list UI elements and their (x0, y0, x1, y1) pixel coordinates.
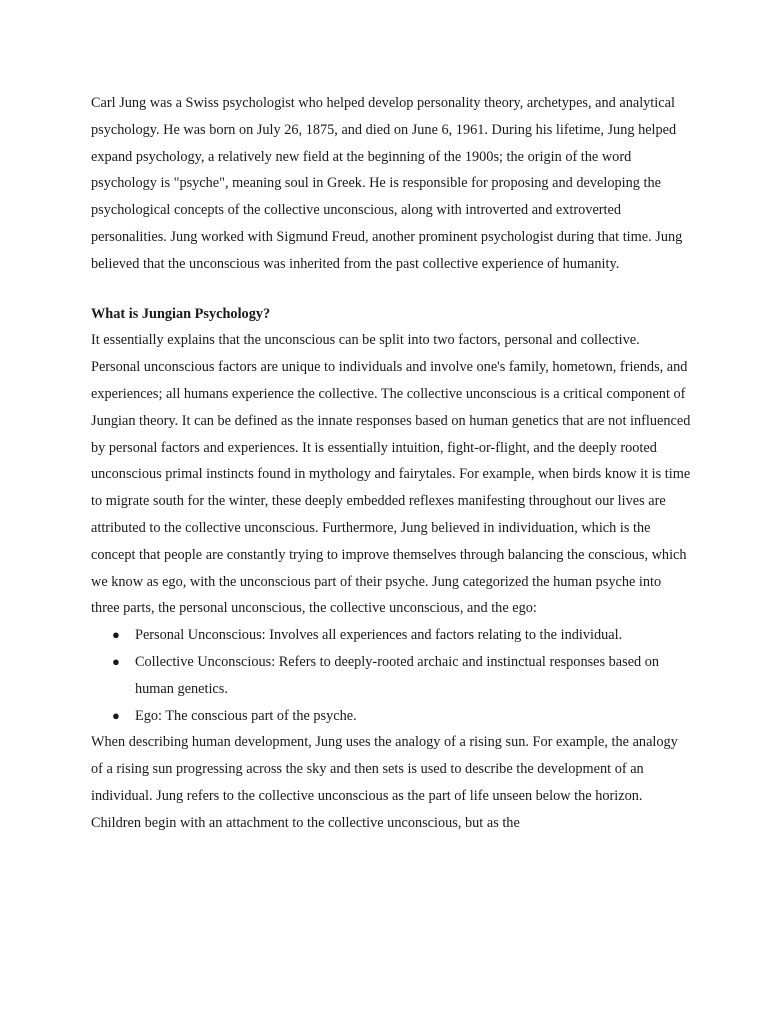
list-item (112, 703, 691, 730)
list-item (112, 649, 691, 703)
list-item (112, 622, 691, 649)
closing-paragraph: When describing human development, Jung uses the analogy of a rising sun. For example, the analogy of a rising sun progressing across the sky and then sets is used to describe the development of an individual. Jung refers to the collective unconscious as the part of life unseen below the horizon. Children begin with an attachment to the collective unconscious, but as the (91, 734, 678, 831)
intro-paragraph: Carl Jung was a Swiss psychologist who helped develop personality theory, archetypes, and analytical psychology. He was born on July 26, 1875, and died on June 6, 1961. During his lifetime, Jung helped expand psychology, a relatively new field at the beginning of the 1900s; the origin of the word psychology is "psyche", meaning soul in Greek. He is responsible for proposing and developing the psychological concepts of the collective unconscious, along with introverted and extroverted personalities. Jung worked with Sigmund Freud, another prominent psychologist during that time. Jung believed that the unconscious was inherited from the past collective experience of humanity. (91, 95, 683, 272)
list-item-text: Personal Unconscious: Involves all experiences and factors relating to the individual. (135, 627, 623, 644)
body-paragraph: It essentially explains that the unconscious can be split into two factors, personal and collective. Personal unconscious factors are unique to individuals and involve one's family, hometown, friends, and experiences; all humans experience the collective. The collective unconscious is a critical component of Jungian theory. It can be defined as the innate responses based on human genetics that are not influenced by personal factors and experiences. It is essentially intuition, fight-or-flight, and the deeply rooted unconscious primal instincts found in mythology and fairytales. For example, when birds know it is time to migrate south for the winter, these deeply embedded reflexes manifesting throughout our lives are attributed to the collective unconscious. Furthermore, Jung believed in individuation, which is the concept that people are constantly trying to improve themselves through balancing the conscious, which we know as ego, with the unconscious part of their psyche. Jung categorized the human psyche into three parts, the personal unconscious, the collective unconscious, and the ego: (91, 332, 691, 617)
section-heading: What is Jungian Psychology? (91, 305, 271, 322)
bullet-icon: ● (112, 627, 120, 643)
list-item-text: Ego: The conscious part of the psyche. (135, 707, 357, 724)
document-content (91, 90, 691, 837)
bullet-icon: ● (112, 653, 120, 669)
list-item-text: Collective Unconscious: Refers to deeply-rooted archaic and instinctual responses based on human genetics. (135, 653, 660, 697)
bullet-list (91, 622, 691, 729)
bullet-icon: ● (112, 707, 120, 723)
